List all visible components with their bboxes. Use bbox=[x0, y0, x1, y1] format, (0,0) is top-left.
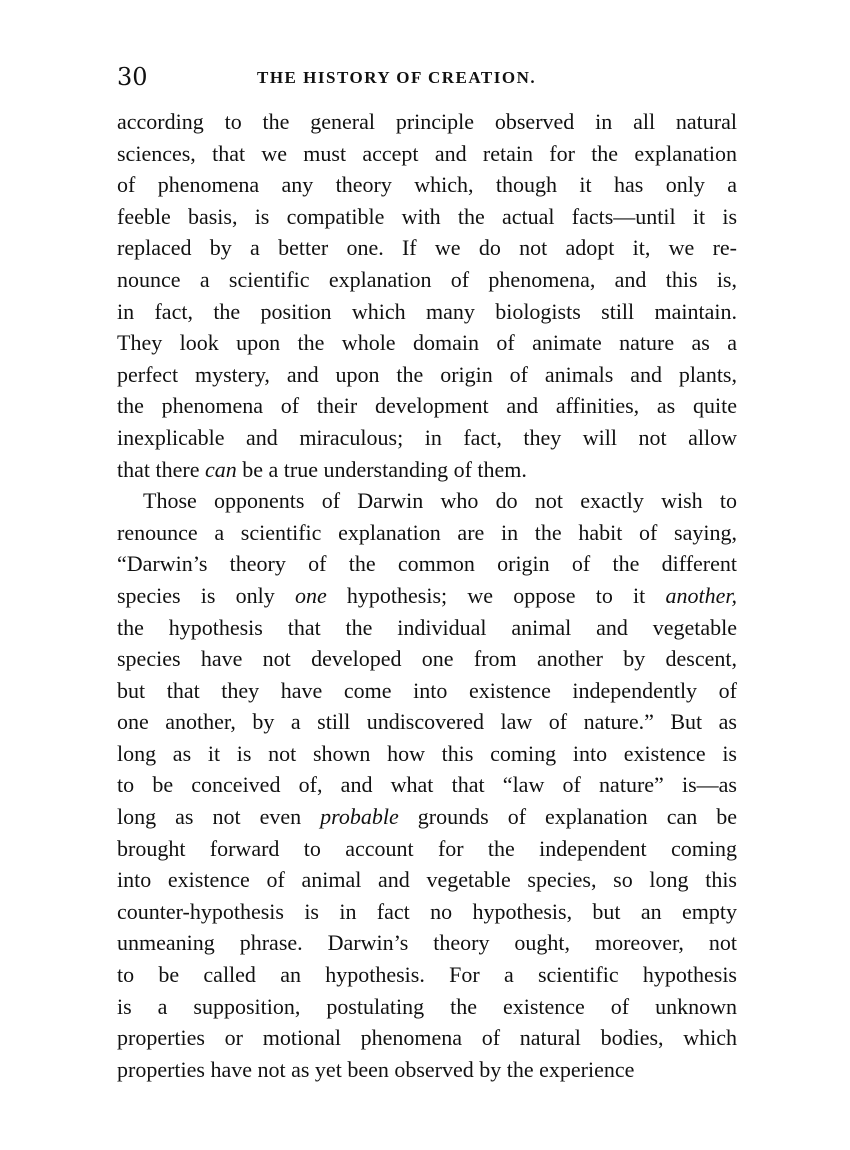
text-line: of phenomena any theory which, though it has only a bbox=[117, 172, 737, 198]
italic-emphasis: another, bbox=[665, 582, 737, 608]
text-line: feeble basis, is compatible with the actual facts—until it is bbox=[117, 203, 737, 229]
text-line: long as not even probable grounds of explanation can be bbox=[117, 804, 737, 830]
text-line: replaced by a better one. If we do not adopt it, we re- bbox=[117, 235, 737, 261]
italic-emphasis: probable bbox=[320, 804, 399, 830]
text-line: species is only one hypothesis; we oppose to it another, bbox=[117, 582, 737, 608]
text-line: is a supposition, postulating the existence of unknown bbox=[117, 993, 737, 1019]
text-line: according to the general principle observed in all natural bbox=[117, 109, 737, 134]
text-line: sciences, that we must accept and retain for the explanation bbox=[117, 140, 737, 166]
text-line: long as it is not shown how this coming into existence is bbox=[117, 740, 737, 766]
text-line: species have not developed one from another by descent, bbox=[117, 646, 737, 672]
text-line: properties have not as yet been observed by the experience bbox=[117, 1056, 635, 1082]
paragraph bbox=[117, 106, 737, 485]
text-line: the phenomena of their development and affinities, as quite bbox=[117, 393, 737, 419]
body-text bbox=[117, 106, 737, 1085]
text-line: properties or motional phenomena of natural bodies, which bbox=[117, 1025, 737, 1051]
text-line: perfect mystery, and upon the origin of animals and plants, bbox=[117, 361, 737, 387]
text-line: They look upon the whole domain of animate nature as a bbox=[117, 330, 737, 356]
text-line: to be conceived of, and what that “law of nature” is—as bbox=[117, 772, 737, 798]
text-line: counter-hypothesis is in fact no hypothesis, but an empty bbox=[117, 898, 737, 924]
running-title: THE HISTORY OF CREATION. bbox=[257, 68, 537, 87]
text-line: inexplicable and miraculous; in fact, they will not allow bbox=[117, 424, 737, 450]
running-head bbox=[117, 62, 737, 92]
text-line: in fact, the position which many biologists still maintain. bbox=[117, 298, 737, 324]
text-line: renounce a scientific explanation are in the habit of saying, bbox=[117, 519, 737, 545]
italic-emphasis: one bbox=[294, 582, 327, 608]
paragraph bbox=[117, 485, 737, 1085]
text-line: brought forward to account for the independent coming bbox=[117, 835, 737, 861]
text-line: that there can be a true understanding of them. bbox=[117, 456, 527, 482]
text-line: unmeaning phrase. Darwin’s theory ought, moreover, not bbox=[117, 930, 737, 956]
text-line: but that they have come into existence independently of bbox=[117, 677, 737, 703]
italic-emphasis: can bbox=[204, 456, 237, 482]
page-number: 30 bbox=[117, 63, 148, 91]
text-line: into existence of animal and vegetable species, so long this bbox=[117, 867, 737, 893]
text-line: one another, by a still undiscovered law of nature.” But as bbox=[117, 709, 737, 735]
text-line: to be called an hypothesis. For a scientific hypothesis bbox=[117, 962, 737, 988]
text-line: “Darwin’s theory of the common origin of the different bbox=[117, 551, 737, 577]
text-line: nounce a scientific explanation of phenomena, and this is, bbox=[117, 266, 737, 292]
text-line: Those opponents of Darwin who do not exactly wish to bbox=[143, 488, 737, 514]
text-line: the hypothesis that the individual animal and vegetable bbox=[117, 614, 737, 640]
